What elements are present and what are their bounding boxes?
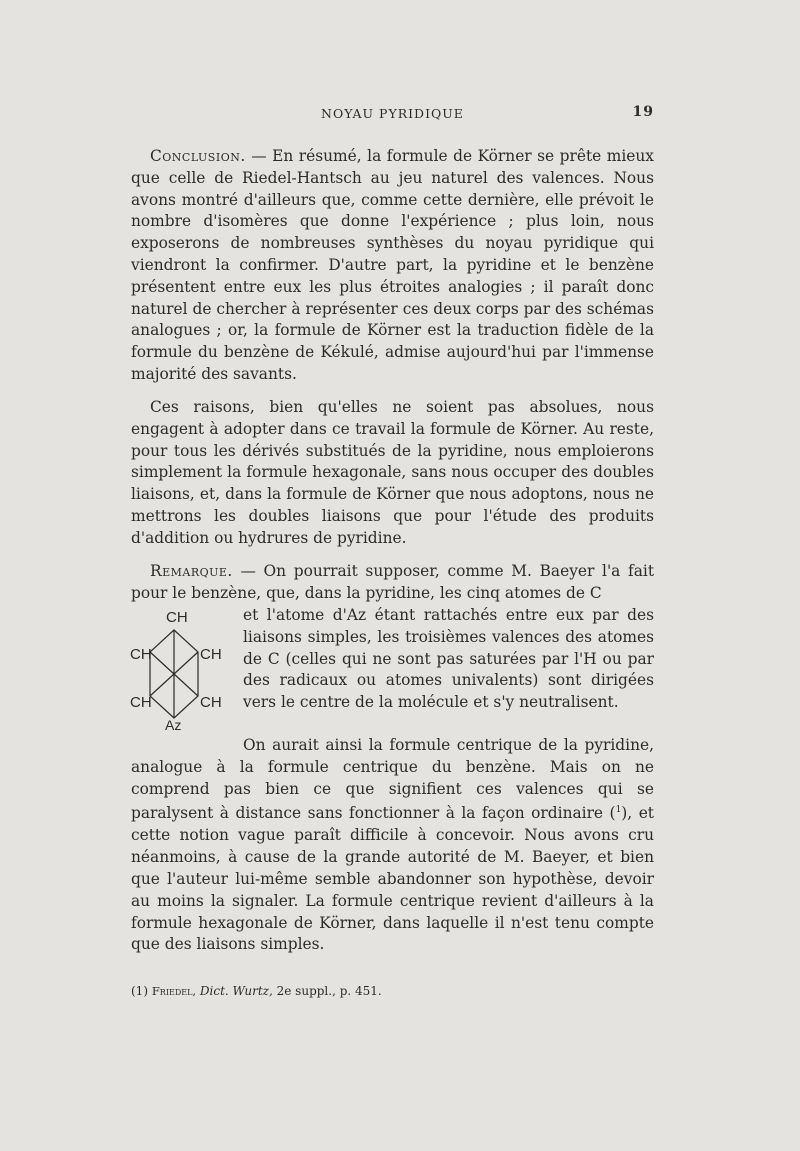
formula-bottom: Az (165, 717, 182, 733)
remarque-intro: — On pourrait supposer, comme M. Baeyer l'a fait pour le benzène, que, dans la pyridine, les cinq atomes de C (131, 562, 654, 602)
formula-diagram (128, 604, 240, 734)
formula-left-upper: CH (130, 646, 152, 663)
running-title: NOYAU PYRIDIQUE (321, 106, 464, 121)
paragraph-raisons (131, 397, 654, 550)
formula-right-upper: CH (200, 646, 222, 663)
remarque-rest: analogue à la formule centrique du benzène. Mais on ne comprend pas bien ce que signifient ces valences qui se paralysent à distance sans fonctionner à la façon ordinaire ( (131, 757, 654, 823)
raisons-text: Ces raisons, bien qu'elles ne soient pas absolues, nous engagent à adopter dans ce travail la formule de Körner. Au reste, pour tous les dérivés substitués de la pyridine, nous emploierons simplement la formule hexagonale, sans nous occuper des doubles liaisons, et, dans la formule de Körner que nous adoptons, nous ne mettrons les doubles liaisons que pour l'étude des produits d'addition ou hydrures de pyridine. (131, 398, 654, 547)
paragraph-remarque-intro (131, 561, 654, 605)
paragraph-conclusion (131, 146, 654, 386)
page-number: 19 (632, 104, 654, 120)
note-ref[interactable]: 1 (615, 805, 622, 816)
footnote-work: Dict. Wurtz, (199, 984, 273, 998)
remarque-rest2: ), et cette notion vague paraît difficile à concevoir. Nous avons cru néanmoins, à cause de la grande autorité de M. Baeyer, et bien que l'auteur lui-même semble abandonner son hypothèse, devoir au moins la signaler. La formule centrique revient d'ailleurs à la formule hexagonale de Körner, dans laquelle il n'est tenu compte que des liaisons simples. (131, 804, 654, 954)
remarque-continuation (131, 735, 654, 956)
conclusion-label: Conclusion. (150, 147, 246, 165)
footnote (131, 984, 654, 998)
formula-top: CH (166, 609, 188, 626)
remarque-label: Remarque. (150, 562, 233, 580)
remarque-wrapped: et l'atome d'Az étant rattachés entre eux par des liaisons simples, les troisièmes valences des atomes de C (celles qui ne sont pas saturées par l'H ou par des radicaux ou atomes univalents) sont dirigées vers le centre de la molécule et s'y neutralisent. (243, 606, 654, 712)
remarque-rest-start: On aurait ainsi la formule centrique de la pyridine, (243, 736, 654, 754)
footnote-detail: 2e suppl., p. 451. (276, 984, 382, 998)
footnote-author: Friedel, (151, 984, 197, 998)
footnote-marker: (1) (131, 984, 148, 998)
pyridine-centric-formula (128, 604, 240, 734)
conclusion-text: — En résumé, la formule de Körner se prête mieux que celle de Riedel-Hantsch au jeu naturel des valences. Nous avons montré d'ailleurs que, comme cette dernière, elle prévoit le nombre d'isomères que donne l'expérience ; plus loin, nous exposerons de nombreuses synthèses du noyau pyridique qui viendront la confirmer. D'autre part, la pyridine et le benzène présentent entre eux les plus étroites analogies ; il paraît donc naturel de chercher à représenter ces deux corps par des schémas analogues ; or, la formule de Körner est la traduction fidèle de la formule du benzène de Kékulé, admise aujourd'hui par l'immense majorité des savants. (131, 147, 654, 383)
formula-left-lower: CH (130, 694, 152, 711)
formula-bonds (150, 630, 198, 718)
formula-right-lower: CH (200, 694, 222, 711)
